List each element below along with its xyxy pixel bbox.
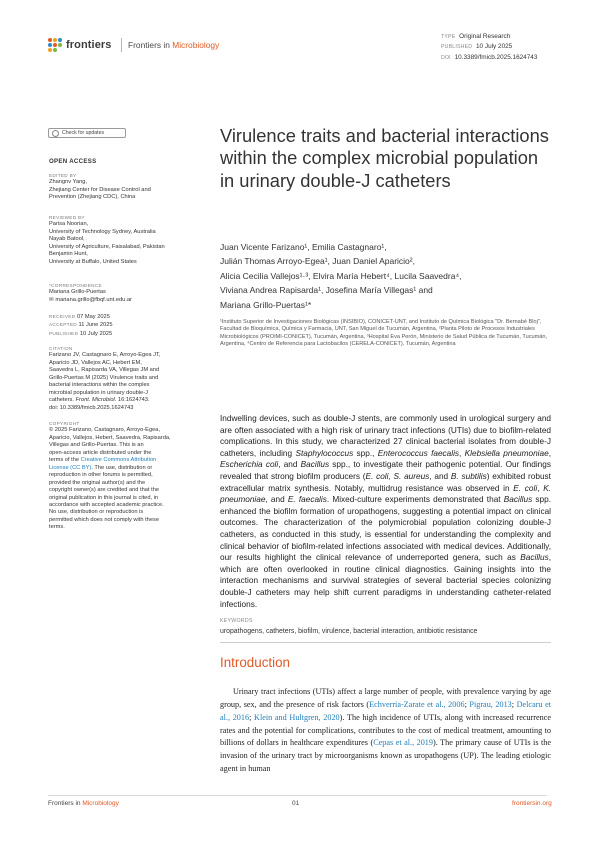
frontiers-dots-icon xyxy=(48,38,62,52)
footer-divider xyxy=(48,795,547,796)
ref-link[interactable]: Klein and Hultgren, 2020 xyxy=(254,712,340,722)
cc-license-link[interactable]: Creative Commons Attribution xyxy=(80,457,157,464)
ref-link[interactable]: Cepas et al., 2019 xyxy=(373,738,433,748)
keywords-divider xyxy=(220,642,551,643)
page-number: 01 xyxy=(292,800,300,807)
correspondence: *CORRESPONDENCE Mariana Grillo-Puertas ✉ mariana.grillo@fbqf.unt.edu.ar xyxy=(49,283,132,303)
journal-name[interactable]: Frontiers in Microbiology xyxy=(128,40,220,50)
ref-link[interactable]: Pigrau, 2013 xyxy=(469,699,512,709)
section-heading-introduction: Introduction xyxy=(220,655,290,670)
mail-icon: ✉ xyxy=(49,296,54,303)
article-meta: TYPE Original Research PUBLISHED 10 July 2025 DOI 10.3389/fmicb.2025.1624743 xyxy=(441,33,538,61)
doi-link[interactable]: 10.3389/fmicb.2025.1624743 xyxy=(454,53,538,61)
ref-link[interactable]: Echverria-Zarate et al., 2006 xyxy=(369,699,465,709)
copyright: COPYRIGHT © 2025 Farizano, Castagnaro, Arroyo-Egea, Aparicio, Vallejos, Hebert, Saavedra, Rapisarda, Villegas and Grillo-Puertas. This is an open-access article distributed under the terms of the Creative Commons Attribution License (CC BY). The use, distribution or reproduction in other forums is permitted, provided the original author(s) and the copyright owner(s) are credited and that the original publication in this journal is cited, in accordance with accepted academic practice. No use, distribution or reproduction is permitted which does not comply with these terms. xyxy=(49,421,171,531)
article-title: Virulence traits and bacterial interactions within the complex microbial population in urinary double-J catheters xyxy=(220,125,549,191)
affiliations: ¹Instituto Superior de Investigaciones Biológicas (INSIBIO), CONICET-UNT, and Instituto de Química Biológica "Dr. Bernabé Bloj", Facultad de Bioquímica, Química y Farmacia, UNT, San Miguel de Tucumán, Argentina, ²Planta Piloto de Procesos Industriales Microbiológicos (PROIMI-CONICET), Tucumán, Argentina, ³Hospital Eva Perón, Ministerio de Salud Pública de Tucumán, Tucumán, Argentina, ⁴Centro de Referencia para Lactobacilos (CERELA-CONICET), Tucumán, Argentina xyxy=(220,319,548,347)
abstract: Indwelling devices, such as double-J stents, are commonly used in urological surgery and are often associated with a high risk of urinary tract infections (UTIs) due to biofilm-related complications. In this study, we characterized 27 clinical bacterial isolates from double-J catheters, including Staphylococcus spp., Enterococcus faecalis, Klebsiella pneumoniae, Escherichia coli, and Bacillus spp., to investigate their pathogenic potential. Our findings revealed that strong biofilm producers (E. coli, S. aureus, and B. subtilis) exhibited robust extracellular matrix synthesis. Notably, multidrug resistance was observed in E. coli, K. pneumoniae, and E. faecalis. Mixed-culture experiments demonstrated that Bacillus spp. enhanced the biofilm formation of uropathogens, suggesting a potential impact on clinical outcomes. The characterization of the polymicrobial population colonizing double-J catheters, as conducted in this study, is essential for understanding the complexity and clinical behavior of biofilm-related infections associated with medical devices. Additionally, our results highlight the clinical relevance of underreported genera, such as Bacillus, which are often overlooked in routine clinical diagnostics. Gaining insights into the interaction mechanisms and survival strategies of several bacterial species colonizing double-J catheters may help shift current paradigms in understanding catheter-related infections. xyxy=(220,414,552,609)
edited-by: EDITED BY Zhangnv Yang, Zhejiang Center for Disease Control and Prevention (Zhejiang CDC), China xyxy=(49,173,151,201)
dates: RECEIVED 07 May 2025 ACCEPTED 11 June 2025 PUBLISHED 10 July 2025 xyxy=(49,314,113,337)
ref-link[interactable]: Delcaru et al., 2016 xyxy=(220,699,551,722)
introduction-paragraph: Urinary tract infections (UTIs) affect a large number of people, with prevalence varying by age group, sex, and the presence of risk factors (Echverria-Zarate et al., 2006; Pigrau, 2013; Delcaru et al., 2016; Klein and Hultgren, 2020). The high incidence of UTIs, along with increased recurrence rates and the potential for complications, contributes to the cost of medical treatment, amounting to billions of dollars in healthcare expenditures (Cepas et al., 2019). The primary cause of UTIs is the invasion of the urinary tract by microorganisms known as uropathogens (UP). The leading etiologic agent in human xyxy=(220,687,552,774)
brand-name: frontiers xyxy=(66,39,112,51)
keywords: uropathogens, catheters, biofilm, virulence, bacterial interaction, antibiotic resistance xyxy=(220,628,478,635)
reviewed-by: REVIEWED BY Parisa Noorian, University of Technology Sydney, Australia Nayab Batool, University of Agriculture, Faisalabad, Pakistan Benjamin Hunt, University at Buffalo, United States xyxy=(49,215,165,265)
citation: CITATION Farizano JV, Castagnaro E, Arroyo-Egea JT, Aparicio JD, Vallejos AC, Hebert EM, Saavedra L, Rapisarda VA, Villegas JM and Grillo-Puertas M (2025) Virulence traits and bacterial interactions within the complex microbial population in urinary double-J catheters. Front. Microbiol. 16:1624743. doi: 10.3389/fmicb.2025.1624743 xyxy=(49,346,161,411)
check-updates-button[interactable]: Check for updates xyxy=(48,128,126,138)
frontiers-logo[interactable] xyxy=(48,38,112,52)
author-list: Juan Vicente Farizano¹, Emilia Castagnaro¹, Julián Thomas Arroyo-Egea¹, Juan Daniel Aparicio², Alicia Cecilia Vallejos¹·³, Elvira María Hebert⁴, Lucila Saavedra⁴, Viviana Andrea Rapisarda¹, Josefina María Villegas¹ and Mariana Grillo-Puertas¹* xyxy=(220,242,462,310)
keywords-label: KEYWORDS xyxy=(220,618,253,624)
footer-site-link[interactable]: frontiersin.org xyxy=(512,800,552,807)
correspondence-email[interactable]: mariana.grillo@fbqf.unt.edu.ar xyxy=(55,296,132,303)
header-divider xyxy=(121,38,122,52)
open-access-label: OPEN ACCESS xyxy=(49,158,97,165)
check-updates-icon xyxy=(52,130,59,137)
footer-journal[interactable]: Frontiers in Microbiology xyxy=(48,800,119,807)
cc-license-link-2[interactable]: License (CC BY) xyxy=(49,464,92,471)
